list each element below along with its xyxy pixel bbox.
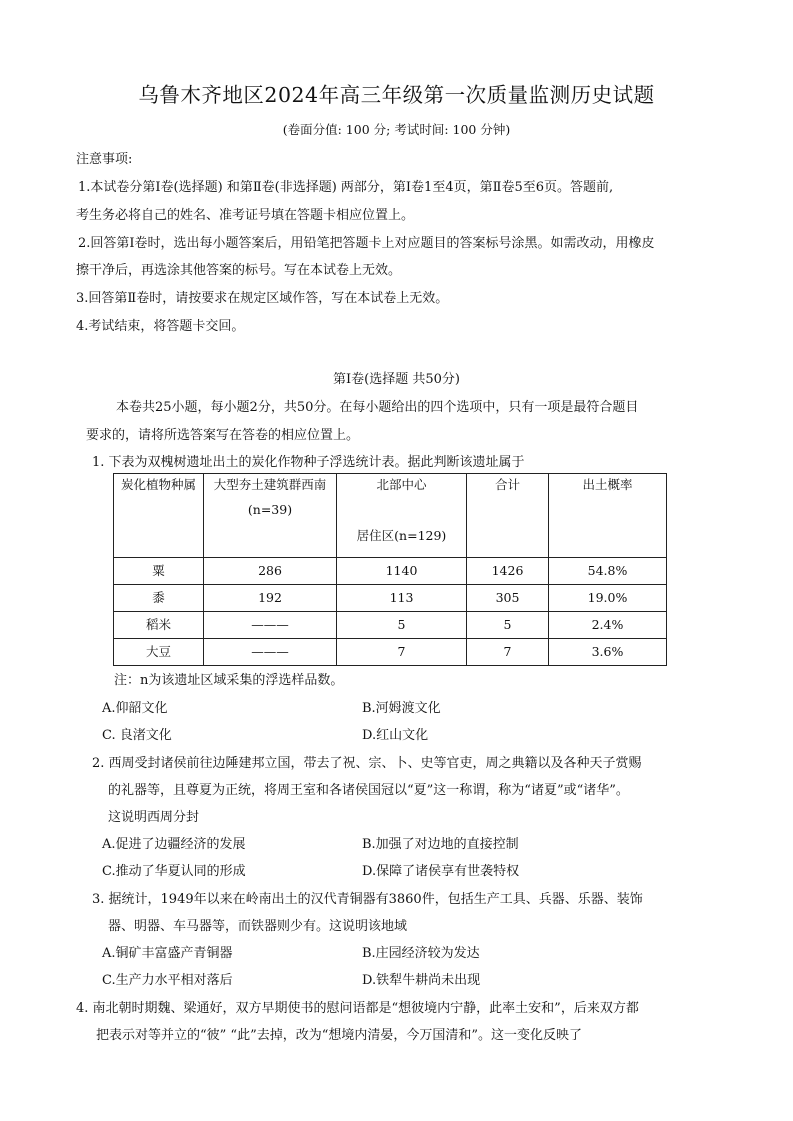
section-intro-line-1: 本卷共25小题，每小题2分，共50分。在每小题给出的四个选项中，只有一项是最符合题目	[116, 400, 639, 415]
header-north-center	[337, 474, 467, 558]
cell-total: 1426	[467, 558, 549, 585]
page-title: 乌鲁木齐地区2024年高三年级第一次质量监测历史试题	[138, 83, 655, 107]
question-1-note: 注：n为该遗址区域采集的浮选样品数。	[114, 673, 344, 688]
notice-heading: 注意事项:	[76, 152, 133, 167]
question-2-option-a: A.促进了边疆经济的发展	[102, 837, 246, 852]
cell-southwest: 286	[204, 558, 337, 585]
header-north-center-n: 居住区(n=129)	[356, 528, 447, 543]
cell-probability: 2.4%	[549, 612, 667, 639]
question-4-line-1: 4. 南北朝时期魏、梁通好，双方早期使书的慰问语都是“想彼境内宁静，此率土安和”，后来双方都	[76, 1001, 639, 1016]
table-row	[114, 585, 667, 612]
question-1-option-b: B.河姆渡文化	[362, 701, 441, 716]
section-heading: 第Ⅰ卷(选择题 共50分)	[333, 372, 460, 387]
cell-probability: 19.0%	[549, 585, 667, 612]
question-1-option-a: A.仰韶文化	[102, 701, 168, 716]
notice-item-4: 4.考试结束，将答题卡交回。	[76, 319, 245, 334]
cell-probability: 54.8%	[549, 558, 667, 585]
cell-southwest: ———	[204, 612, 337, 639]
notice-item-2-line-2: 擦干净后，再选涂其他答案的标号。写在本试卷上无效。	[76, 263, 402, 278]
question-3-option-c: C.生产力水平相对落后	[102, 973, 233, 988]
header-total: 合计	[467, 474, 549, 558]
seed-statistics-table	[113, 473, 667, 666]
question-2-line-3: 这说明西周分封	[108, 810, 200, 825]
header-probability: 出土概率	[549, 474, 667, 558]
exam-info: (卷面分值: 100 分; 考试时间: 100 分钟)	[282, 122, 511, 137]
cell-north: 1140	[337, 558, 467, 585]
notice-item-1-line-2: 考生务必将自己的姓名、准考证号填在答题卡相应位置上。	[76, 208, 415, 223]
question-4-line-2: 把表示对等并立的“彼” “此”去掉，改为“想境内清晏，今万国清和”。这一变化反映了	[96, 1028, 583, 1043]
cell-north: 113	[337, 585, 467, 612]
cell-species: 稻米	[114, 612, 204, 639]
table-row	[114, 639, 667, 666]
cell-species: 粟	[114, 558, 204, 585]
cell-probability: 3.6%	[549, 639, 667, 666]
cell-species: 黍	[114, 585, 204, 612]
question-3-line-1: 3. 据统计，1949年以来在岭南出土的汉代青铜器有3860件，包括生产工具、兵器、乐器、装饰	[92, 892, 643, 907]
question-1-option-d: D.红山文化	[362, 728, 429, 743]
cell-north: 7	[337, 639, 467, 666]
question-2-line-1: 2. 西周受封诸侯前往边陲建邦立国，带去了祝、宗、卜、史等官吏，周之典籍以及各种天子赏赐	[92, 756, 642, 771]
cell-total: 5	[467, 612, 549, 639]
notice-item-2-line-1: 2.回答第Ⅰ卷时，选出每小题答案后，用铅笔把答题卡上对应题目的答案标号涂黑。如需改动，用橡皮	[78, 236, 655, 251]
question-3-line-2: 器、明器、车马器等，而铁器则少有。这说明该地域	[108, 919, 408, 934]
question-2-option-d: D.保障了诸侯享有世袭特权	[362, 864, 520, 879]
cell-total: 305	[467, 585, 549, 612]
table-row	[114, 612, 667, 639]
cell-species: 大豆	[114, 639, 204, 666]
question-1-option-c: C. 良渚文化	[102, 728, 172, 743]
question-2-option-c: C.推动了华夏认同的形成	[102, 864, 246, 879]
header-southwest-n: (n=39)	[247, 502, 293, 517]
question-2-option-b: B.加强了对边地的直接控制	[362, 837, 519, 852]
question-2-line-2: 的礼器等，且尊夏为正统，将周王室和各诸侯国冠以“夏”这一称谓，称为“诸夏”或“诸华”。	[108, 783, 629, 798]
table-row	[114, 558, 667, 585]
table-header-row	[114, 474, 667, 558]
notice-item-3: 3.回答第Ⅱ卷时，请按要求在规定区域作答，写在本试卷上无效。	[76, 291, 449, 306]
question-3-option-b: B.庄园经济较为发达	[362, 946, 480, 961]
header-southwest	[204, 474, 337, 558]
question-3-option-a: A.铜矿丰富盛产青铜器	[102, 946, 233, 961]
notice-item-1-line-1: 1.本试卷分第Ⅰ卷(选择题) 和第Ⅱ卷(非选择题) 两部分，第Ⅰ卷1至4页，第Ⅱ卷5至6页。答题前,	[78, 180, 614, 195]
question-3-option-d: D.铁犁牛耕尚未出现	[362, 973, 481, 988]
section-intro-line-2: 要求的，请将所选答案写在答卷的相应位置上。	[86, 428, 360, 443]
cell-north: 5	[337, 612, 467, 639]
header-north-center-label: 北部中心	[376, 477, 427, 492]
cell-southwest: 192	[204, 585, 337, 612]
header-southwest-label: 大型夯土建筑群西南	[213, 477, 327, 492]
header-species: 炭化植物种属	[114, 474, 204, 558]
cell-total: 7	[467, 639, 549, 666]
cell-southwest: ———	[204, 639, 337, 666]
question-1-stem: 1. 下表为双槐树遗址出土的炭化作物种子浮选统计表。据此判断该遗址属于	[92, 455, 525, 470]
